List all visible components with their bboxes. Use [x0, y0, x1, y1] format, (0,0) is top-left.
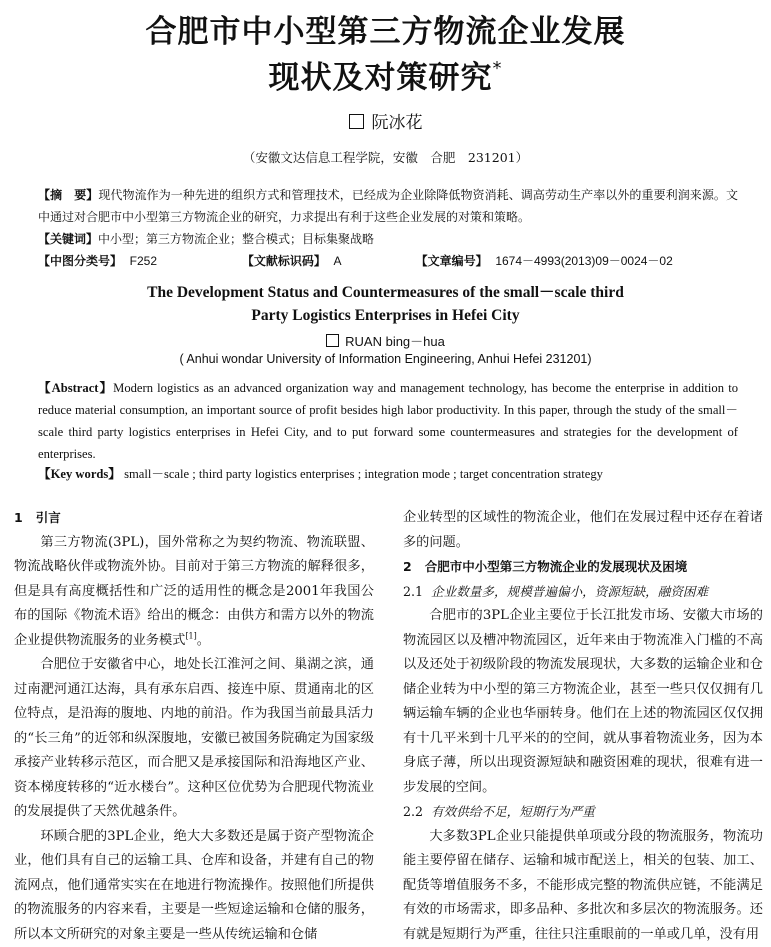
article-number-label: 【文章编号】	[416, 250, 488, 272]
section-1-title: 引言	[36, 510, 61, 525]
affiliation-en: ( Anhui wondar University of Information Engineering, Anhui Hefei 231201)	[0, 352, 771, 366]
author-cn-name: 阮冰花	[372, 113, 423, 133]
subsection-2-1-heading	[403, 580, 763, 605]
section-2-heading	[403, 555, 763, 580]
abstract-en-label: 【Abstract】	[38, 381, 113, 395]
paragraph: 大多数3PL企业只能提供单项或分段的物流服务，物流功能主要停留在储存、运输和城市配送上，相关的包装、加工、配货等增值服务不多，不能形成完整的物流供应链，不能满足有效的市场需求，即多品种、多批次和多层次的物流服务。还有就是短期行为严重，往往只注重眼前的一单或几单，没有用	[403, 825, 763, 947]
affiliation-cn: （安徽文达信息工程学院，安徽 合肥 231201）	[0, 148, 771, 166]
keywords-cn-text: 中小型；第三方物流企业；整合模式；目标集聚战略	[98, 228, 374, 250]
author-en-box-icon	[326, 334, 339, 347]
paragraph-continued: 企业转型的区域性的物流企业，他们在发展过程中还存在着诸多的问题。	[403, 506, 763, 555]
paragraph: 合肥位于安徽省中心，地处长江淮河之间、巢湖之滨，通过南淝河通江达海，具有承东启西、接连中原、贯通南北的区位特点，是沿海的腹地、内地的前沿。作为我国当前最具活力的“长三角”的近邻和纵深腹地，安徽已被国务院确定为国家级承接产业转移示范区，而合肥又是承接国际和沿海地区产业、资本梯度转移的“近水楼台”。这种区位优势为合肥现代物流业的发展提供了天然优越条件。	[14, 653, 374, 825]
article-number-value: 1674－4993(2013)09－0024－02	[495, 250, 672, 272]
keywords-cn	[38, 228, 738, 250]
subsection-2-2-heading	[403, 800, 763, 825]
title-cn-line2-text: 现状及对策研究	[269, 60, 493, 96]
citation-ref: [1]	[185, 631, 196, 640]
paragraph-1-text: 第三方物流(3PL)，国外常称之为契约物流、物流联盟、物流战略伙伴或物流外协。目前对于第三方物流的解释很多，但是具有高度概括性和广泛的适用性的概念是2001年我国公布的国际《物流术语》给出的概念：由供方和需方以外的物流企业提供物流服务的业务模式	[14, 535, 374, 648]
subsection-2-2-number: 2.2	[403, 804, 423, 819]
subsection-2-1-number: 2.1	[403, 584, 423, 599]
article-number	[416, 250, 673, 272]
clc	[38, 250, 238, 272]
title-cn-line1: 合肥市中小型第三方物流企业发展	[0, 6, 771, 51]
keywords-cn-label: 【关键词】	[38, 228, 98, 250]
title-en-line1: The Development Status and Countermeasures of the small－scale third	[0, 280, 771, 306]
paragraph: 环顾合肥的3PL企业，绝大大多数还是属于资产型物流企业，他们具有自己的运输工具、仓库和设备，并建有自己的物流网点，他们通常实实在在地进行物流操作。按照他们所提供的物流服务的内容来看，主要是一些短途运输和仓储的服务，所以本文所研究的对象主要是一些从传统运输和仓储	[14, 825, 374, 947]
section-1-heading	[14, 506, 374, 531]
author-cn	[0, 108, 771, 133]
clc-value: F252	[130, 250, 157, 272]
keywords-en	[38, 463, 738, 485]
paragraph	[14, 531, 374, 654]
title-en-line2: Party Logistics Enterprises in Hefei City	[0, 303, 771, 329]
author-box-icon	[349, 114, 364, 129]
subsection-2-2-title: 有效供给不足，短期行为严重	[431, 804, 595, 819]
doc-code-label: 【文献标识码】	[242, 250, 326, 272]
doc-code-value: A	[333, 250, 341, 272]
meta-cn	[38, 250, 738, 272]
author-en	[0, 331, 771, 350]
section-1-number: 1	[14, 510, 23, 525]
title-cn-line2	[0, 52, 771, 97]
doc-code	[242, 250, 412, 272]
paragraph: 合肥市的3PL企业主要位于长江批发市场、安徽大市场的物流园区以及槽冲物流园区，近年来由于物流准入门槛的不高以及还处于初级阶段的物流发展现状，大多数的运输企业和仓储企业转为中小型的第三方物流企业，甚至一些只仅仅拥有几辆运输车辆的企业也华丽转身。他们在上述的物流园区仅仅拥有十几平米到十几平米的的空间，就从事着物流业务，因为本身底子薄，所以出现资源短缺和融资困难的现状，很难有进一步发展的空间。	[403, 604, 763, 800]
subsection-2-1-title: 企业数量多，规模普遍偏小，资源短缺，融资困难	[431, 584, 708, 599]
right-column	[403, 506, 763, 947]
abstract-en	[38, 377, 738, 465]
abstract-en-text: Modern logistics as an advanced organization way and management technology, has become the enterprise in addition to reduce material consumption, an important source of profit besides high labor productivity. In this paper, through the study of the small－scale third party logistics enterprises in Hefei City, and to put forward some countermeasures and strategies for the development of enterprises.	[38, 381, 738, 461]
keywords-en-label: 【Key words】	[38, 467, 121, 481]
section-2-number: 2	[403, 559, 412, 574]
abstract-cn	[38, 184, 738, 228]
keywords-en-text: small－scale ; third party logistics enterprises ; integration mode ; target concentration strategy	[124, 467, 603, 481]
paragraph-1-end: 。	[197, 633, 210, 648]
author-en-name: RUAN bing－hua	[345, 334, 445, 349]
title-footnote-star: *	[493, 58, 503, 79]
abstract-cn-label: 【摘 要】	[38, 188, 98, 202]
abstract-cn-text: 现代物流作为一种先进的组织方式和管理技术，已经成为企业除降低物资消耗、调高劳动生产率以外的重要利润来源。文中通过对合肥市中小型第三方物流企业的研究，力求提出有利于这些企业发展的对策和策略。	[38, 188, 738, 224]
clc-label: 【中图分类号】	[38, 250, 122, 272]
left-column	[14, 506, 374, 947]
section-2-title: 合肥市中小型第三方物流企业的发展现状及困境	[425, 559, 688, 574]
